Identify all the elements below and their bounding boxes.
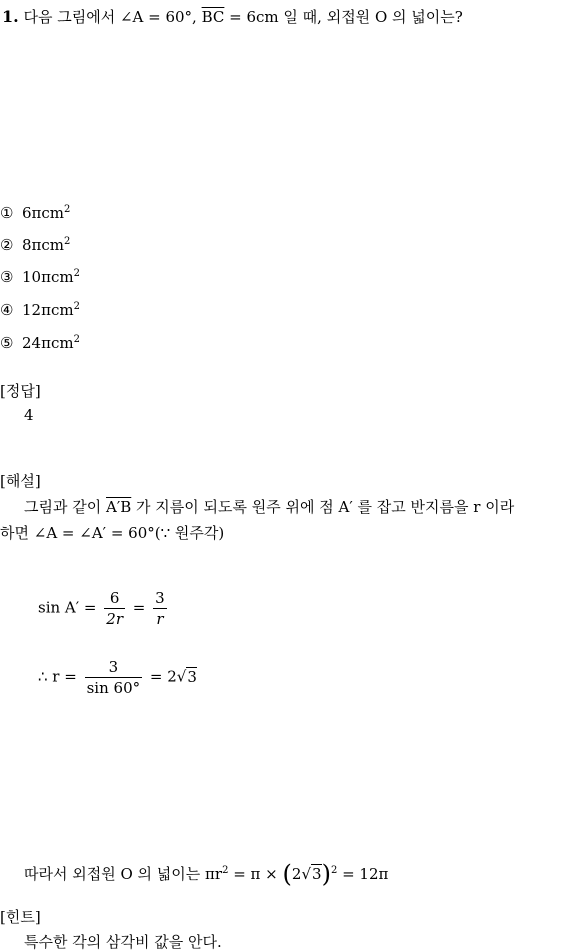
hint-text: 특수한 각의 삼각비 값을 안다.: [24, 933, 222, 951]
sqrt-sign: √: [176, 667, 187, 686]
eq1-equals: =: [132, 598, 146, 617]
explanation-line-2: 하면 ∠A = ∠A′ = 60°(∵ 원주각): [0, 524, 225, 542]
choice-mark: ⑤: [0, 334, 14, 352]
question-stem: [2, 6, 463, 27]
choice-mark: ④: [0, 301, 14, 319]
segment-a-prime-b: A′B: [106, 498, 132, 516]
eq1-lhs: sin A′ =: [38, 598, 97, 617]
sqrt-radicand: 3: [187, 667, 197, 686]
choice-text: 10πcm: [22, 268, 74, 286]
choice-mark: ①: [0, 204, 14, 222]
conclusion-exponent-2: 2: [330, 865, 338, 876]
choice-text: 24πcm: [22, 334, 74, 352]
choice-1[interactable]: [0, 204, 70, 222]
sqrt-sign: √: [301, 865, 312, 883]
question-number: 1.: [2, 7, 19, 26]
answer-value: 4: [24, 406, 34, 424]
choice-exponent: 2: [64, 236, 71, 247]
choice-exponent: 2: [64, 204, 71, 215]
eq2-lhs: ∴ r =: [38, 667, 77, 686]
choice-3[interactable]: [0, 268, 80, 286]
choice-exponent: 2: [73, 268, 80, 279]
choice-exponent: 2: [73, 301, 80, 312]
stem-prefix: 다음 그림에서 ∠A = 60°,: [23, 8, 202, 26]
conclusion-exponent-1: 2: [222, 865, 229, 876]
eq2-rhs-prefix: = 2: [149, 667, 177, 686]
choice-exponent: 2: [73, 334, 80, 345]
explanation-title: [해설]: [0, 472, 41, 490]
conclusion-inner: 2: [291, 865, 302, 883]
denominator: r: [156, 610, 164, 628]
conclusion-suffix: = 12π: [337, 865, 389, 883]
choice-mark: ②: [0, 236, 14, 254]
explanation-conclusion: [24, 860, 388, 888]
fraction-3-over-sin60: [85, 657, 143, 698]
choice-2[interactable]: [0, 236, 70, 254]
paren-open: (: [282, 860, 292, 888]
choice-mark: ③: [0, 268, 14, 286]
answer-title: [정답]: [0, 382, 41, 400]
denominator: sin 60°: [86, 679, 141, 697]
line1-suffix: 가 지름이 되도록 원주 위에 점 A′ 를 잡고 반지름을 r 이라: [131, 498, 515, 516]
explanation-line-1: [24, 496, 514, 517]
paren-close: ): [321, 860, 331, 888]
equation-radius: [38, 657, 197, 698]
choice-text: 12πcm: [22, 301, 74, 319]
conclusion-prefix: 따라서 외접원 O 의 넓이는 πr: [24, 865, 223, 883]
fraction-3-over-r: [153, 588, 167, 629]
equation-sine: [38, 588, 170, 629]
choice-text: 6πcm: [22, 204, 65, 222]
conclusion-radicand: 3: [312, 865, 322, 883]
numerator: 6: [104, 588, 125, 609]
hint-title: [힌트]: [0, 908, 41, 926]
choice-4[interactable]: [0, 301, 80, 319]
denominator: 2r: [106, 610, 123, 628]
choice-text: 8πcm: [22, 236, 65, 254]
numerator: 3: [85, 657, 143, 678]
numerator: 3: [155, 589, 165, 607]
line1-prefix: 그림과 같이: [24, 498, 106, 516]
segment-bc: $\overline{BC}$: [201, 8, 225, 26]
choice-5[interactable]: [0, 334, 80, 352]
fraction-6-over-2r: [104, 588, 125, 629]
stem-suffix: = 6cm 일 때, 외접원 O 의 넓이는?: [224, 8, 463, 26]
conclusion-mid: = π ×: [228, 865, 283, 883]
